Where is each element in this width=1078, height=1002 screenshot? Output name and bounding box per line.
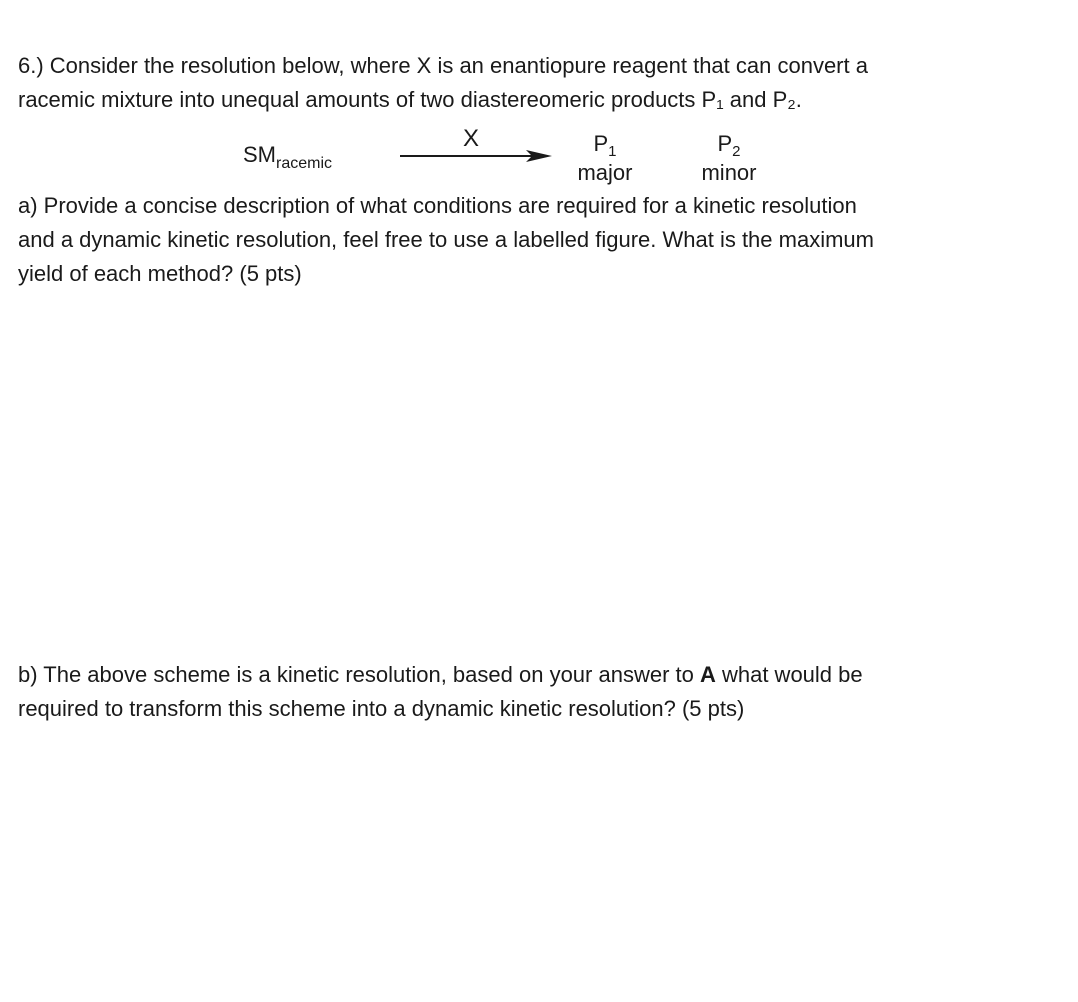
- question-part-b: [18, 658, 1058, 726]
- part-a-line-3: yield of each method? (5 pts): [18, 261, 302, 286]
- question-part-a: [18, 189, 1058, 291]
- part-b-line-1-post: what would be: [715, 662, 863, 687]
- part-b-bold-reference: A: [699, 662, 716, 687]
- product-1-tag: major: [577, 160, 633, 185]
- starting-material-subscript: racemic: [276, 155, 333, 172]
- product-2-tag: minor: [701, 160, 757, 185]
- part-b-line-1-pre: b) The above scheme is a kinetic resolution, based on your answer to: [18, 662, 700, 687]
- question-intro: [18, 49, 1058, 117]
- reaction-arrow-icon: [400, 146, 552, 166]
- product-2-subscript: 2: [732, 143, 741, 160]
- reaction-scheme: [0, 126, 1078, 190]
- starting-material-label: SM: [243, 142, 276, 167]
- part-b-line-2: required to transform this scheme into a dynamic kinetic resolution? (5 pts): [18, 696, 745, 721]
- starting-material: [243, 142, 332, 171]
- product-major: [560, 132, 650, 185]
- product-minor: [684, 132, 774, 185]
- intro-line-1: 6.) Consider the resolution below, where X is an enantiopure reagent that can convert a: [18, 53, 868, 78]
- reagent-label: X: [463, 125, 480, 152]
- part-a-line-2: and a dynamic kinetic resolution, feel free to use a labelled figure. What is the maximum: [18, 227, 874, 252]
- intro-line-2: racemic mixture into unequal amounts of two diastereomeric products P₁ and P₂.: [18, 87, 802, 112]
- part-a-line-1: a) Provide a concise description of what conditions are required for a kinetic resolution: [18, 193, 857, 218]
- product-1-symbol: P: [593, 131, 609, 156]
- product-1-subscript: 1: [608, 143, 617, 160]
- product-2-symbol: P: [717, 131, 733, 156]
